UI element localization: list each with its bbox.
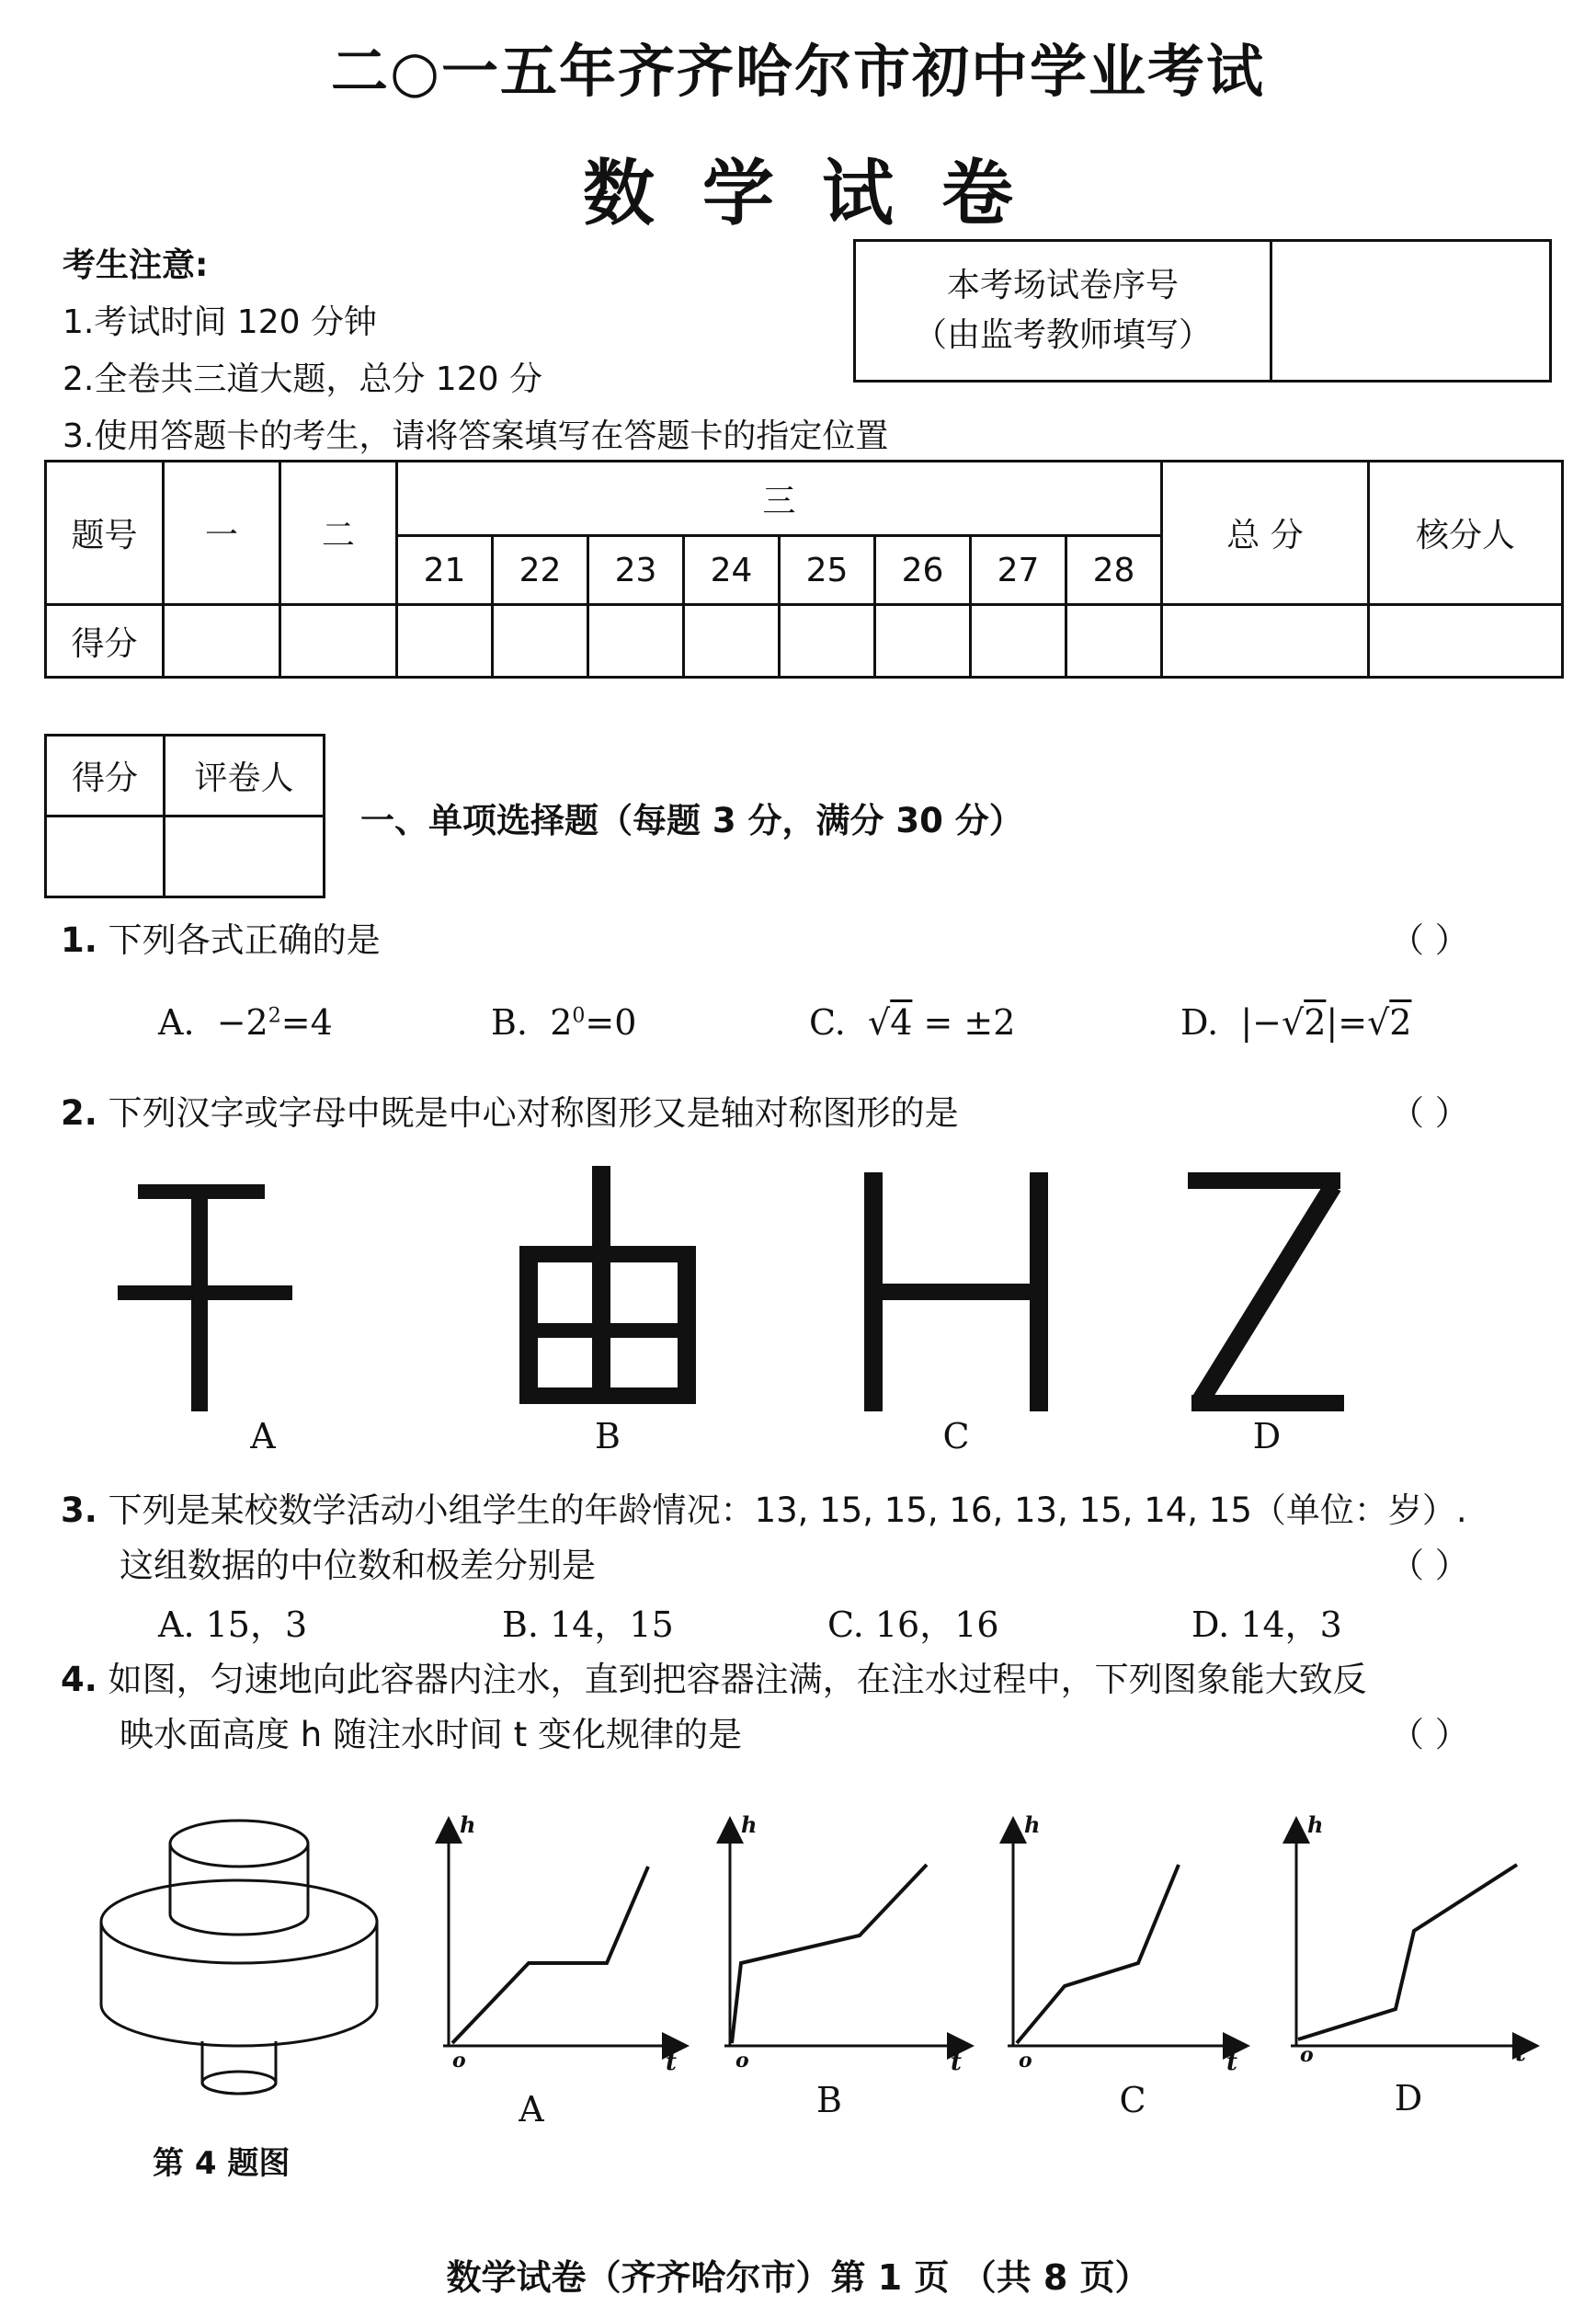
graph-d [1291,1830,1526,2046]
grader-score-entry[interactable] [46,816,165,897]
question-text: 下列汉字或字母中既是中心对称图形又是轴对称图形的是 [108,1093,959,1133]
q4-label-c: C [1119,2080,1146,2120]
answer-paren[interactable]: （ ） [1390,1715,1469,1754]
paper-sequence-box [853,239,1552,383]
q4-label-b: B [816,2080,842,2120]
graph-a [443,1830,676,2046]
cell-section-2: 二 [280,462,397,605]
glyph-you [519,1166,696,1404]
q3-option-c: C. 16，16 [827,1604,999,1645]
cell-q23: 23 [588,536,684,605]
q4-label-a: A [519,2089,544,2130]
glyph-z [1188,1181,1344,1403]
q3-option-d: D. 14，3 [1191,1604,1342,1645]
score-entry[interactable] [1162,605,1369,678]
score-entry[interactable] [397,605,493,678]
question-text-line1: 如图，匀速地向此容器内注水，直到把容器注满，在注水过程中，下列图象能大致反 [108,1660,1367,1699]
axis-t-label: t [1515,2039,1527,2067]
question-2 [61,1085,959,1135]
cell-section-1: 一 [164,462,280,605]
graph-c [1008,1830,1237,2046]
cell-q25: 25 [780,536,875,605]
q1-option-d [1180,1002,1411,1043]
origin-label: o [452,2049,466,2072]
glyph-h [864,1172,1048,1411]
option-label: C. [809,1002,846,1043]
axis-h-label: h [460,1811,476,1838]
option-label: A. [158,1002,195,1043]
score-entry[interactable] [875,605,971,678]
question-number: 4. [61,1660,97,1699]
answer-paren[interactable]: （ ） [1390,920,1469,960]
q3-option-b: B. 14，15 [502,1604,674,1645]
question-number: 3. [61,1490,97,1530]
axis-t-label: t [1226,2049,1238,2076]
q1-option-a [158,1002,333,1043]
score-entry[interactable] [493,605,588,678]
exam-title: 二○一五年齐齐哈尔市初中学业考试 [330,38,1266,105]
cell-section-3: 三 [397,462,1162,536]
q4-label-d: D [1394,2078,1423,2118]
origin-label: o [1019,2049,1032,2072]
sequence-input-cell[interactable] [1272,242,1549,380]
q2-label-c: C [942,1416,970,1456]
formula-b: $2^0=0$ [539,1002,637,1043]
exam-notice [63,237,888,465]
cell-question-no: 题号 [46,462,164,605]
notice-item: 2.全卷共三道大题，总分 120 分 [63,360,542,398]
notice-head: 考生注意: [63,246,209,284]
score-entry[interactable] [588,605,684,678]
formula-a: $-2^2=4$ [205,1002,333,1043]
section-1-title: 一、单项选择题（每题 3 分，满分 30 分） [360,801,1023,840]
answer-paren[interactable]: （ ） [1390,1093,1469,1133]
origin-label: o [1300,2043,1314,2067]
axis-t-label: t [666,2049,678,2076]
sequence-label-line1: 本考场试卷序号 [946,267,1179,304]
q3-option-a: A. 15，3 [158,1604,308,1645]
grader-name-entry[interactable] [165,816,325,897]
cell-score-label: 得分 [46,605,164,678]
q2-label-b: B [595,1416,621,1456]
question-text-line1: 下列是某校数学活动小组学生的年龄情况：13, 15, 15, 16, 13, 15, 14, 15（单位：岁）. [108,1490,1467,1530]
page-footer: 数学试卷（齐齐哈尔市）第 1 页 （共 8 页） [446,2257,1150,2298]
cell-checker: 核分人 [1369,462,1563,605]
axis-h-label: h [1024,1811,1041,1838]
score-entry[interactable] [971,605,1066,678]
notice-item: 3.使用答题卡的考生，请将答案填写在答题卡的指定位置 [63,417,889,455]
q2-label-a: A [250,1416,276,1456]
score-entry[interactable] [684,605,780,678]
score-entry[interactable] [280,605,397,678]
axis-h-label: h [1307,1811,1324,1838]
cell-q28: 28 [1066,536,1162,605]
glyph-gan [118,1184,292,1411]
grader-name-label: 评卷人 [165,736,325,816]
q1-option-c [809,1002,1015,1043]
notice-item: 1.考试时间 120 分钟 [63,303,377,341]
score-table [44,460,1564,679]
cell-q21: 21 [397,536,493,605]
question-number: 1. [61,920,97,960]
question-1 [61,912,381,962]
score-entry[interactable] [164,605,280,678]
answer-paren[interactable]: （ ） [1390,1546,1469,1585]
cell-q26: 26 [875,536,971,605]
figure-caption: 第 4 题图 [153,2145,291,2182]
exam-subtitle: 数学试卷 [582,152,1061,235]
sequence-label [856,242,1272,380]
formula-d: |−√2|=√2 [1229,1002,1412,1043]
formula-c: √4 = ±2 [856,1002,1016,1043]
q1-option-b [491,1002,636,1043]
graph-b [724,1830,961,2046]
question-4 [61,1651,1367,1701]
q2-figures [0,1149,1596,1425]
axis-t-label: t [951,2049,963,2076]
question-number: 2. [61,1093,97,1133]
q2-label-d: D [1252,1416,1282,1456]
sequence-label-line2: （由监考教师填写） [913,316,1212,354]
axis-h-label: h [741,1811,758,1838]
grader-table [44,734,325,898]
origin-label: o [735,2049,749,2072]
score-entry[interactable] [780,605,875,678]
cell-q24: 24 [684,536,780,605]
grader-score-label: 得分 [46,736,165,816]
cell-q22: 22 [493,536,588,605]
cell-total: 总 分 [1162,462,1369,605]
question-3 [61,1482,1467,1532]
question-4-line2: 映水面高度 h 随注水时间 t 变化规律的是 [120,1715,743,1754]
option-label: B. [491,1002,529,1043]
question-text: 下列各式正确的是 [108,920,381,960]
question-3-line2: 这组数据的中位数和极差分别是 [120,1546,596,1585]
q4-graphs [0,1802,1596,2050]
score-entry[interactable] [1066,605,1162,678]
cell-q27: 27 [971,536,1066,605]
score-entry[interactable] [1369,605,1563,678]
option-label: D. [1180,1002,1219,1043]
